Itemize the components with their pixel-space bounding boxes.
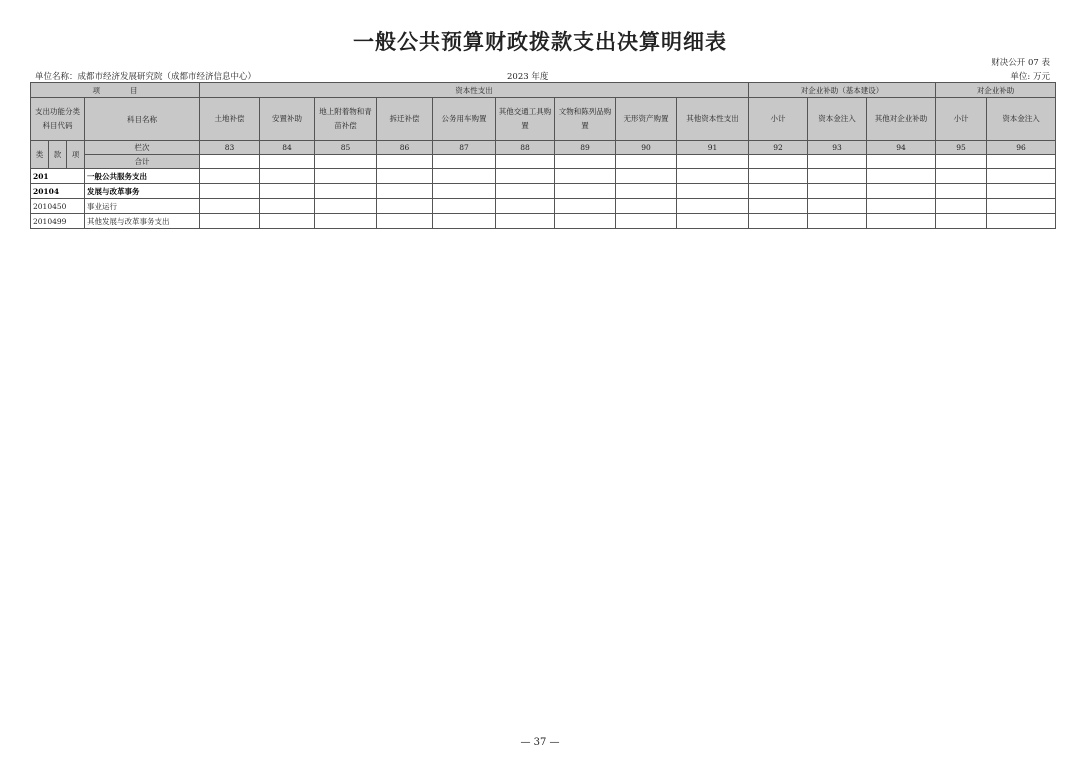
subject-code: 2010499 xyxy=(31,214,85,229)
column-number: 95 xyxy=(936,141,987,155)
amount-cell xyxy=(200,184,260,199)
total-cell xyxy=(433,155,496,169)
amount-cell xyxy=(808,169,867,184)
total-cell xyxy=(496,155,555,169)
total-cell xyxy=(808,155,867,169)
amount-cell xyxy=(555,184,616,199)
capital-header: 资本性支出 xyxy=(200,83,749,98)
amount-cell xyxy=(555,199,616,214)
amount-cell xyxy=(808,184,867,199)
amount-cell xyxy=(808,214,867,229)
column-number: 84 xyxy=(260,141,315,155)
total-cell xyxy=(555,155,616,169)
amount-cell xyxy=(987,214,1056,229)
total-cell xyxy=(315,155,377,169)
amount-cell xyxy=(936,169,987,184)
column-number: 88 xyxy=(496,141,555,155)
subsidy-infra-header: 对企业补助（基本建设） xyxy=(749,83,936,98)
table-row xyxy=(31,184,1056,199)
amount-cell xyxy=(555,169,616,184)
column-header: 安置补助 xyxy=(260,98,315,141)
amount-cell xyxy=(936,199,987,214)
amount-cell xyxy=(315,214,377,229)
amount-cell xyxy=(555,214,616,229)
amount-cell xyxy=(315,199,377,214)
page-title: 一般公共预算财政拨款支出决算明细表 xyxy=(353,29,727,54)
column-number: 96 xyxy=(987,141,1056,155)
subject-name: 事业运行 xyxy=(85,199,200,214)
amount-cell xyxy=(200,169,260,184)
total-cell xyxy=(936,155,987,169)
total-cell xyxy=(616,155,677,169)
amount-cell xyxy=(200,214,260,229)
amount-cell xyxy=(377,169,433,184)
amount-cell xyxy=(936,214,987,229)
amount-cell xyxy=(867,199,936,214)
column-number: 93 xyxy=(808,141,867,155)
amount-cell xyxy=(677,169,749,184)
total-cell xyxy=(260,155,315,169)
amount-cell xyxy=(749,169,808,184)
amount-cell xyxy=(377,199,433,214)
column-number: 85 xyxy=(315,141,377,155)
amount-cell xyxy=(616,169,677,184)
total-cell xyxy=(867,155,936,169)
kuan-header: 款 xyxy=(49,141,67,169)
amount-cell xyxy=(433,199,496,214)
amount-cell xyxy=(749,184,808,199)
amount-cell xyxy=(200,199,260,214)
column-header: 无形资产购置 xyxy=(616,98,677,141)
amount-cell xyxy=(987,169,1056,184)
table-row xyxy=(31,199,1056,214)
unit-name: 单位名称：成都市经济发展研究院（成都市经济信息中心） xyxy=(35,72,257,82)
amount-cell xyxy=(808,199,867,214)
expenditure-table xyxy=(30,82,1056,229)
subject-name: 发展与改革事务 xyxy=(85,184,200,199)
amount-cell xyxy=(496,199,555,214)
code-header: 支出功能分类科目代码 xyxy=(31,98,85,141)
amount-cell xyxy=(677,199,749,214)
column-header: 公务用车购置 xyxy=(433,98,496,141)
total-cell xyxy=(677,155,749,169)
column-header: 资本金注入 xyxy=(808,98,867,141)
amount-cell xyxy=(987,199,1056,214)
subject-code: 201 xyxy=(31,169,85,184)
fiscal-year: 2023 年度 xyxy=(507,72,549,82)
amount-cell xyxy=(260,199,315,214)
info-line xyxy=(35,70,1050,82)
amount-cell xyxy=(260,169,315,184)
column-number: 91 xyxy=(677,141,749,155)
amount-cell xyxy=(616,199,677,214)
subject-code: 20104 xyxy=(31,184,85,199)
column-number: 86 xyxy=(377,141,433,155)
column-header: 拆迁补偿 xyxy=(377,98,433,141)
column-number: 94 xyxy=(867,141,936,155)
total-label: 合计 xyxy=(85,155,200,169)
column-number: 89 xyxy=(555,141,616,155)
total-cell xyxy=(749,155,808,169)
amount-cell xyxy=(433,184,496,199)
amount-cell xyxy=(936,184,987,199)
column-header: 其他对企业补助 xyxy=(867,98,936,141)
amount-cell xyxy=(433,214,496,229)
column-number: 83 xyxy=(200,141,260,155)
amount-cell xyxy=(315,184,377,199)
column-header: 文物和陈列品购置 xyxy=(555,98,616,141)
subject-code: 2010450 xyxy=(31,199,85,214)
amount-cell xyxy=(496,214,555,229)
column-header: 土地补偿 xyxy=(200,98,260,141)
column-header: 其他交通工具购置 xyxy=(496,98,555,141)
subject-name: 一般公共服务支出 xyxy=(85,169,200,184)
amount-cell xyxy=(616,184,677,199)
amount-cell xyxy=(749,214,808,229)
table-row xyxy=(31,169,1056,184)
column-number: 92 xyxy=(749,141,808,155)
amount-cell xyxy=(677,184,749,199)
lanci-header: 栏次 xyxy=(85,141,200,155)
amount-cell xyxy=(987,184,1056,199)
amount-cell xyxy=(867,184,936,199)
money-unit: 单位: 万元 xyxy=(1010,72,1050,82)
amount-cell xyxy=(867,214,936,229)
xiang-header: 项 xyxy=(67,141,85,169)
subsidy-header: 对企业补助 xyxy=(936,83,1056,98)
subject-name: 其他发展与改革事务支出 xyxy=(85,214,200,229)
total-cell xyxy=(377,155,433,169)
column-header: 资本金注入 xyxy=(987,98,1056,141)
total-cell xyxy=(200,155,260,169)
column-number: 87 xyxy=(433,141,496,155)
column-header: 其他资本性支出 xyxy=(677,98,749,141)
amount-cell xyxy=(433,169,496,184)
amount-cell xyxy=(260,184,315,199)
amount-cell xyxy=(496,184,555,199)
column-header: 小计 xyxy=(936,98,987,141)
column-header: 小计 xyxy=(749,98,808,141)
amount-cell xyxy=(377,184,433,199)
amount-cell xyxy=(315,169,377,184)
form-number: 财决公开 07 表 xyxy=(991,58,1050,68)
table-row xyxy=(31,214,1056,229)
lei-header: 类 xyxy=(31,141,49,169)
amount-cell xyxy=(677,214,749,229)
amount-cell xyxy=(377,214,433,229)
amount-cell xyxy=(749,199,808,214)
amount-cell xyxy=(616,214,677,229)
amount-cell xyxy=(496,169,555,184)
amount-cell xyxy=(867,169,936,184)
column-number: 90 xyxy=(616,141,677,155)
page-number: — 37 — xyxy=(520,737,560,748)
total-cell xyxy=(987,155,1056,169)
column-header: 地上附着物和青苗补偿 xyxy=(315,98,377,141)
name-header: 科目名称 xyxy=(85,98,200,141)
amount-cell xyxy=(260,214,315,229)
item-header: 项 目 xyxy=(31,83,200,98)
